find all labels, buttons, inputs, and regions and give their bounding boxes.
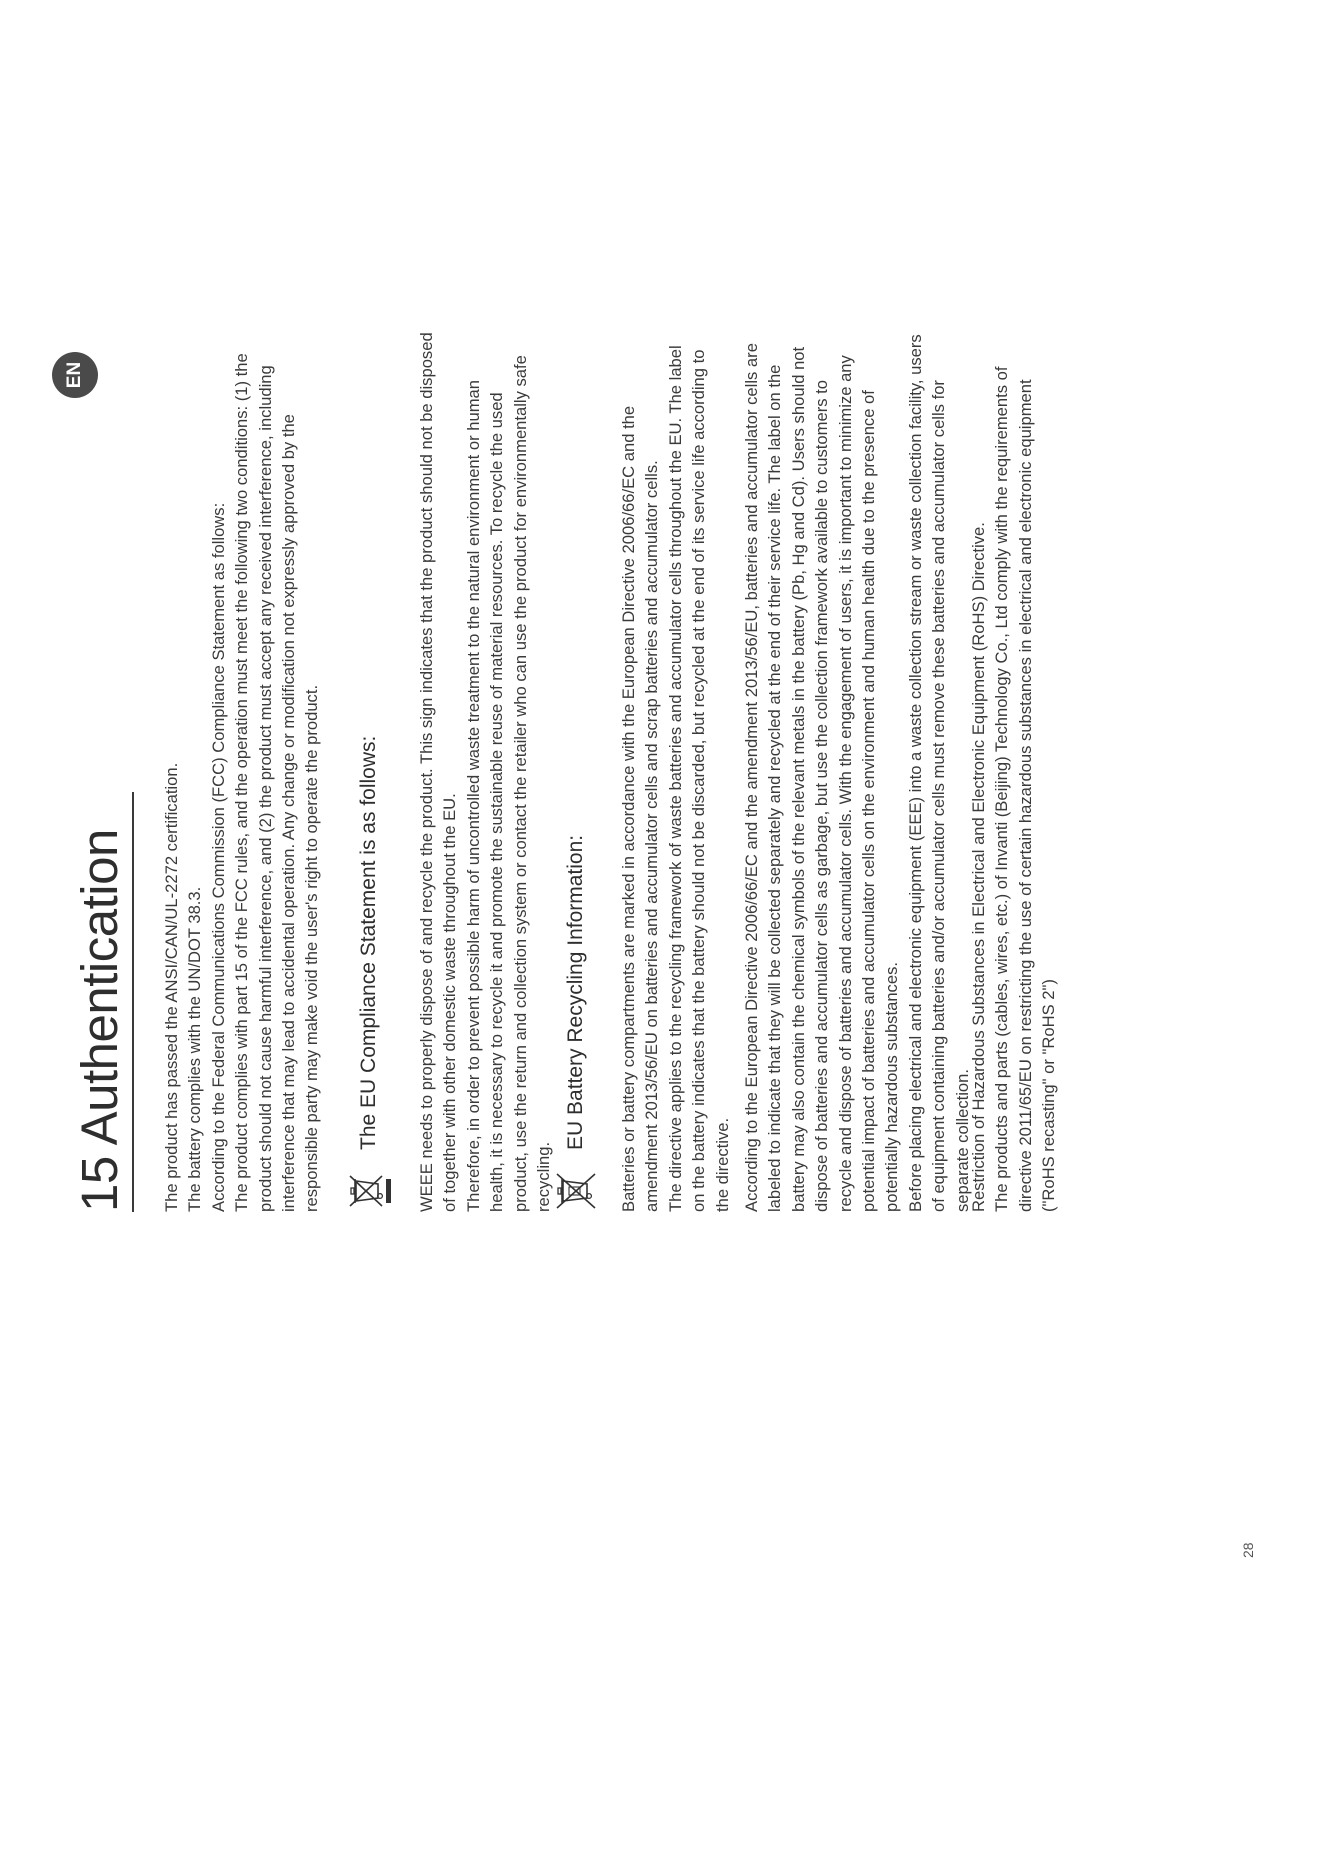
eu-compliance-heading-row — [346, 736, 392, 1212]
eu-battery-heading: EU Battery Recycling Information: — [564, 834, 587, 1150]
certification-line: According to the Federal Communications Commission (FCC) Compliance Statement as follows: — [208, 502, 228, 1212]
rohs-statement: The products and parts (cables, wires, etc.) of Invanti (Beijing) Technology Co., Ltd comply with the requirements of directive 2011/65/EU on restricting the use of certain hazardous substances in electrical and electronic equipment ("RoHS recasting" or "RoHS 2") — [992, 366, 1059, 1212]
eu-compliance-heading: The EU Compliance Statement is as follows: — [357, 735, 380, 1150]
crossed-out-battery-bin-icon — [553, 1170, 599, 1212]
eu-battery-directive-text — [740, 332, 974, 1212]
eu-battery-paragraph: The directive applies to the recycling framework of waste batteries and accumulator cells throughout the EU. The label on the battery indicates that the battery should not be discarded, but recycled at the end of its service life according to the directive. — [665, 345, 732, 1212]
rotated-page — [0, 60, 1324, 1560]
fcc-statement: The product complies with part 15 of the FCC rules, and the operation must meet the following two conditions: (1) the product should not cause harmful interference, and (2) the product must accept any received interference, including interference that may lead to accidental operation. Any change or modification not expressly approved by the responsible party may make void the user's right to operate the product. — [232, 353, 322, 1212]
eu-battery-heading-row — [553, 835, 599, 1212]
eu-battery-directive-paragraph: Before placing electrical and electronic equipment (EEE) into a waste collection stream or waste collection facility, users of equipment containing batteries and/or accumulator cells must remove these batteries and accumulator cells for separate collection. — [905, 334, 972, 1212]
crossed-out-wheelie-bin-icon — [346, 1170, 392, 1212]
rohs-section — [967, 332, 1061, 1212]
certification-line: The battery complies with the UN/DOT 38.3. — [185, 886, 205, 1212]
eu-battery-directive-paragraph: According to the European Directive 2006/66/EC and the amendment 2013/56/EU, batteries and accumulator cells are labeled to indicate that they will be collected separately and recycled at the end of their service life. The label on the battery may also contain the chemical symbols of the relevant metals in the battery (Pb, Hg and Cd). Users should not dispose of batteries and accumulator cells as garbage, but use the collection framework available to customers to recycle and dispose of batteries and accumulator cells. With the engagement of users, it is important to minimize any potential impact of batteries and accumulator cells on the environment and human health due to the presence of potentially hazardous substances. — [742, 343, 902, 1212]
certification-section — [160, 332, 324, 1212]
language-badge: EN — [52, 352, 98, 398]
title-underline — [132, 792, 134, 1212]
eu-compliance-paragraph: WEEE needs to properly dispose of and recycle the product. This sign indicates that the product should not be disposed of together with other domestic waste throughout the EU. — [417, 332, 460, 1212]
eu-battery-paragraph: Batteries or battery compartments are marked in accordance with the European Directive 2006/66/EC and the amendment 2013/56/EU on batteries and accumulator cells and scrap batteries and accumulator cells. — [619, 405, 662, 1212]
eu-compliance-paragraph: Therefore, in order to prevent possible harm of uncontrolled waste treatment to the natural environment or human health, it is necessary to recycle it and promote the sustainable reuse of material resources. To recycle the used product, use the return and collection system or contact the retailer who can use the product for environmentally safe recycling. — [463, 355, 554, 1212]
rohs-heading: Restriction of Hazardous Substances in Electrical and Electronic Equipment (RoHS) Directive. — [969, 522, 988, 1212]
page-title: 15 Authentication — [71, 829, 128, 1212]
eu-battery-text — [617, 332, 734, 1212]
page-number: 28 — [1240, 1542, 1256, 1558]
certification-line: The product has passed the ANSI/CAN/UL-2272 certification. — [162, 762, 181, 1212]
eu-compliance-text — [415, 332, 555, 1212]
